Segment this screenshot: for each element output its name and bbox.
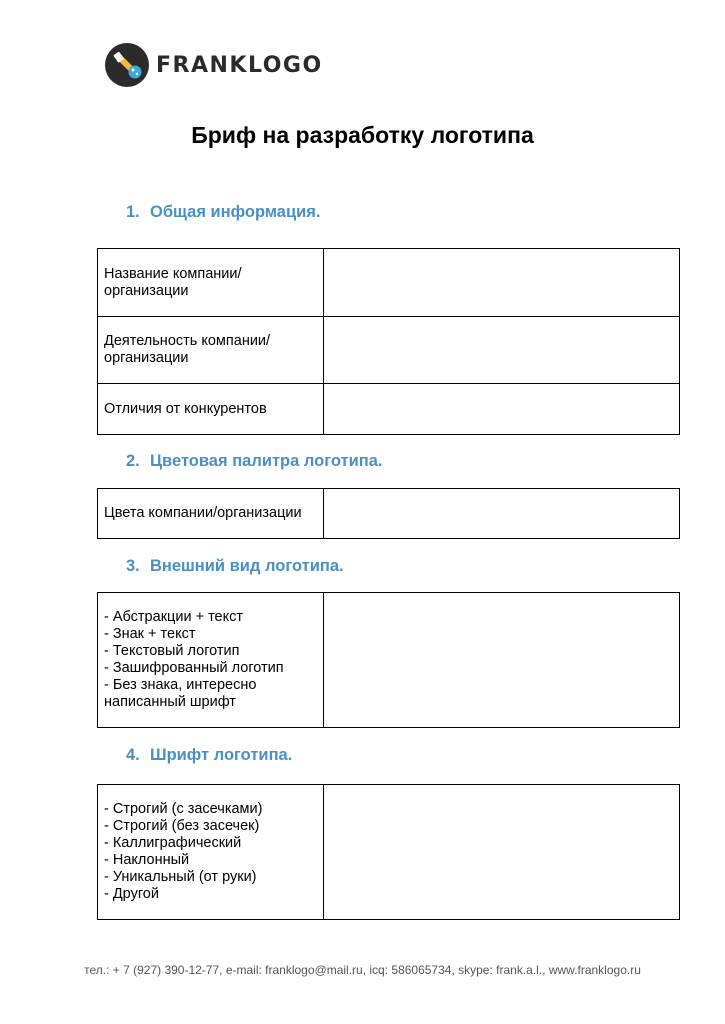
section-heading-general: [126, 203, 320, 222]
table-row: [98, 249, 680, 317]
font-options: [98, 785, 324, 920]
section-title: Внешний вид логотипа.: [150, 557, 344, 575]
company-name-field[interactable]: [324, 249, 680, 317]
list-item: - Уникальный (от руки): [104, 869, 257, 885]
font-choice-field[interactable]: [324, 785, 680, 920]
section-number: 1.: [126, 203, 140, 221]
page-title: Бриф на разработку логотипа: [191, 122, 534, 148]
table-row: [98, 785, 680, 920]
list-item: - Текстовый логотип: [104, 643, 240, 659]
list-item: - Строгий (с засечками): [104, 801, 263, 817]
appearance-options: [98, 593, 324, 728]
section-title: Цветовая палитра логотипа.: [150, 452, 383, 470]
list-item: - Наклонный: [104, 852, 190, 868]
logo-emblem-icon: [104, 42, 150, 88]
appearance-table: [97, 592, 680, 728]
palette-table: [97, 488, 680, 539]
list-item: - Строгий (без засечек): [104, 818, 260, 834]
font-table: [97, 784, 680, 920]
list-item: - Без знака, интересно написанный шрифт: [104, 677, 257, 710]
section-heading-appearance: [126, 557, 344, 576]
brand-logo: [104, 42, 323, 88]
section-heading-font: [126, 746, 292, 765]
logo-wordmark: FRANKLOGO: [156, 52, 323, 78]
list-item: - Абстракции + текст: [104, 609, 244, 625]
list-item: - Другой: [104, 886, 159, 902]
table-row: [98, 489, 680, 539]
row-label-company-name: Название компании/организации: [98, 249, 324, 317]
company-activity-field[interactable]: [324, 317, 680, 384]
section-heading-palette: [126, 452, 383, 471]
appearance-choice-field[interactable]: [324, 593, 680, 728]
section-title: Общая информация.: [150, 203, 321, 221]
section-number: 3.: [126, 557, 140, 575]
section-number: 2.: [126, 452, 140, 470]
row-label-company-activity: Деятельность компании/организации: [98, 317, 324, 384]
list-item: - Знак + текст: [104, 626, 196, 642]
table-row: [98, 317, 680, 384]
general-info-table: [97, 248, 680, 435]
section-number: 4.: [126, 746, 140, 764]
list-item: - Зашифрованный логотип: [104, 660, 284, 676]
competitor-differences-field[interactable]: [324, 384, 680, 435]
row-label-competitor-differences: Отличия от конкурентов: [98, 384, 324, 435]
row-label-company-colors: Цвета компании/организации: [98, 489, 324, 539]
section-title: Шрифт логотипа.: [150, 746, 293, 764]
company-colors-field[interactable]: [324, 489, 680, 539]
list-item: - Каллиграфический: [104, 835, 242, 851]
table-row: [98, 384, 680, 435]
table-row: [98, 593, 680, 728]
footer-contacts: тел.: + 7 (927) 390-12-77, e-mail: franklogo@mail.ru, icq: 586065734, skype: frank.a.l., www.franklogo.ru: [84, 963, 641, 977]
